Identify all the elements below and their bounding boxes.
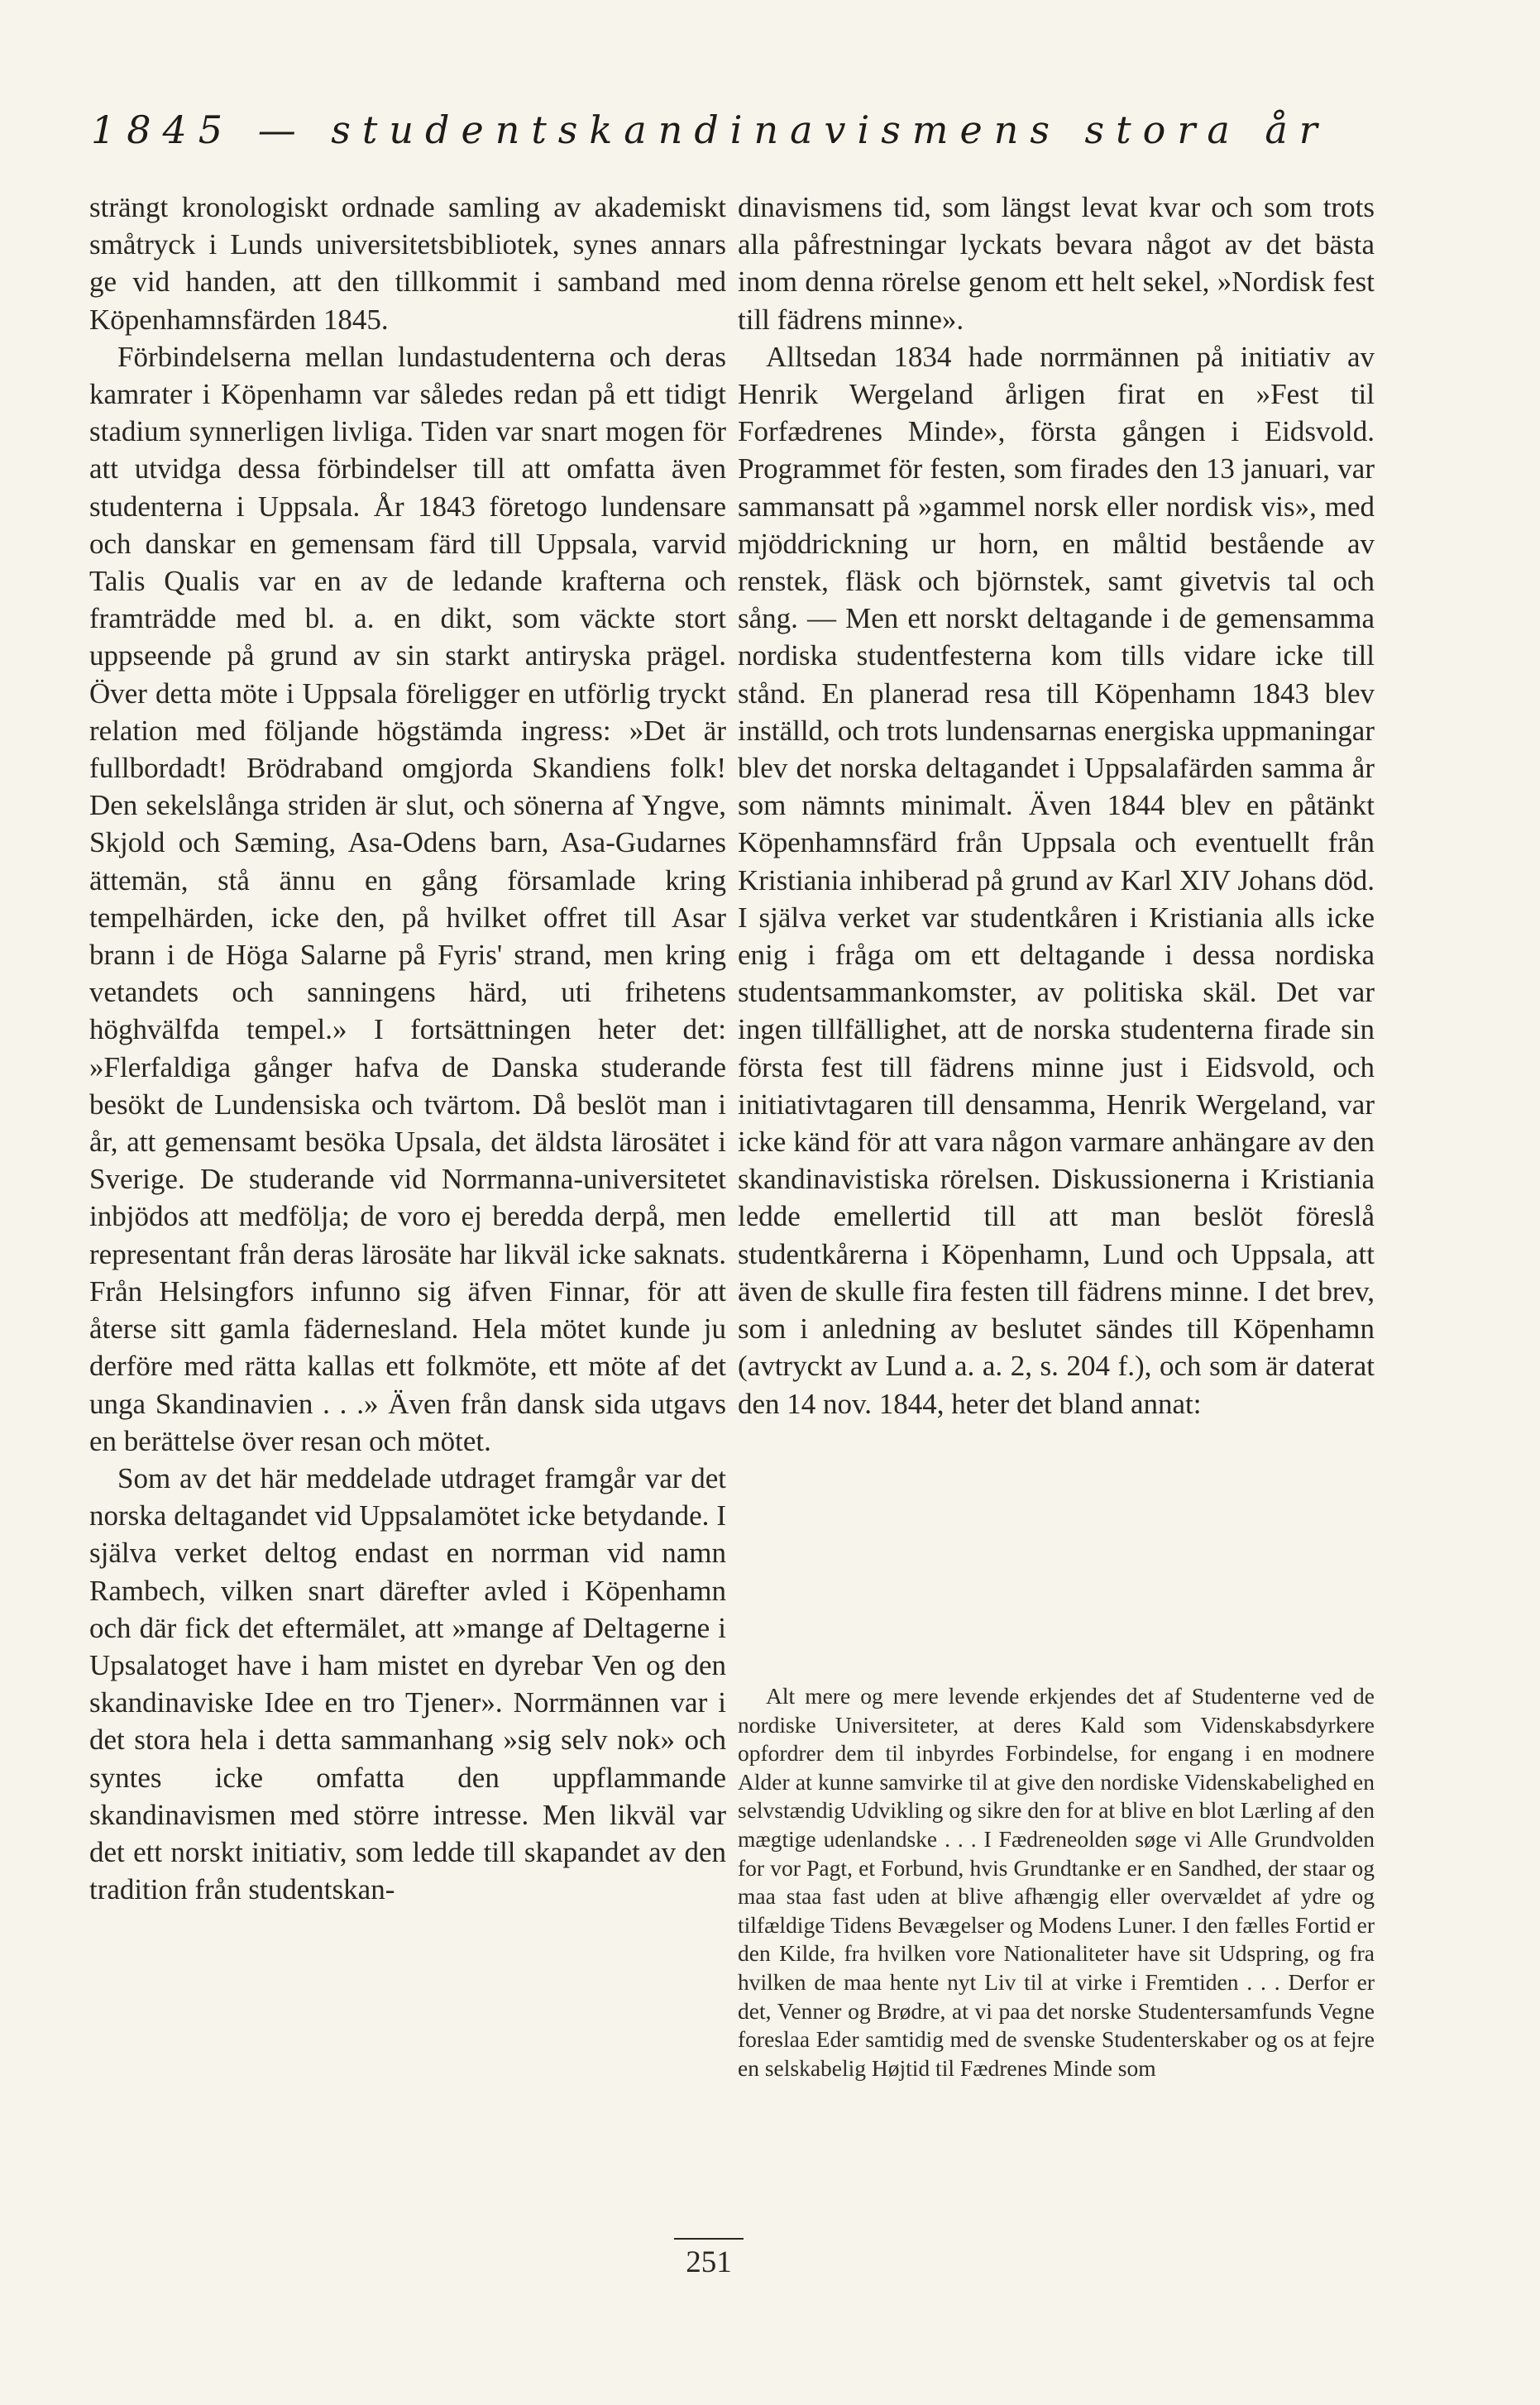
- page-number: 251: [686, 2245, 732, 2279]
- paragraph: Förbindelserna mellan lundastudenterna och deras kamrater i Köpenhamn var således redan på ett tidigt stadium synnerligen livliga. Tiden var snart mogen för att utvidga dessa förbindelser till att omfatta även studenterna i Uppsala. År 1843 företogo lundensare och danskar en gemensam färd till Uppsala, varvid Talis Qualis var en av de ledande krafterna och framträdde med bl. a. en dikt, som väckte stort uppseende på grund av sin starkt antiryska prägel. Över detta möte i Uppsala föreligger en utförlig tryckt relation med följande högstämda ingress: »Det är fullbordadt! Brödraband omgjorda Skandiens folk! Den sekelslånga striden är slut, och sönerna af Yngve, Skjold och Sæming, Asa-Odens barn, Asa-Gudarnes ättemän, stå ännu en gång församlade kring tempelhärden, icke den, på hvilket offret till Asar brann i de Höga Salarne på Fyris' strand, men kring vetandets och sanningens härd, uti frihetens höghvälfda tempel.» I fortsättningen heter det: »Flerfaldiga gånger hafva de Danska studerande besökt de Lundensiska och tvärtom. Då beslöt man i år, att gemensamt besöka Upsala, det äldsta lärosätet i Sverige. De studerande vid Norrmanna-universitetet inbjödos att medfölja; de voro ej beredda derpå, men representant från deras lärosäte har likväl icke saknats. Från Helsingfors infunno sig äfven Finnar, för att återse sitt gamla fädernesland. Hela mötet kunde ju derföre med rätta kallas ett folkmöte, ett möte af det unga Skandinavien . . .» Även från dansk sida utgavs en berättelse över resan och mötet.: [89, 340, 726, 1457]
- paragraph: dinavismens tid, som längst levat kvar och som trots alla påfrestningar lyckats bevara något av det bästa inom denna rörelse genom ett helt sekel, »Nordisk fest till fädrens minne».: [738, 191, 1375, 336]
- paragraph: Alltsedan 1834 hade norrmännen på initiativ av Henrik Wergeland årligen firat en »Fest til Forfædrenes Minde», första gången i Eidsvold. Programmet för festen, som firades den 13 januari, var sammansatt på »gammel norsk eller nordisk vis», med mjöddrickning ur horn, en måltid bestående av renstek, fläsk och björnstek, samt givetvis tal och sång. — Men ett norskt deltagande i de gemensamma nordiska studentfesterna kom tills vidare icke till stånd. En planerad resa till Köpenhamn 1843 blev inställd, och trots lundensarnas energiska uppmaningar blev det norska deltagandet i Uppsalafärden samma år som nämnts minimalt. Även 1844 blev en påtänkt Köpenhamnsfärd från Uppsala och eventuellt från Kristiania inhiberad på grund av Karl XIV Johans död. I själva verket var studentkåren i Kristiania alls icke enig i fråga om ett deltagande i dessa nordiska studentsammankomster, av politiska skäl. Det var ingen tillfällighet, att de norska studenterna firade sin första fest till fädrens minne just i Eidsvold, och initiativtagaren till densamma, Henrik Wergeland, var icke känd för att vara någon varmare anhängare av den skandinavistiska rörelsen. Diskussionerna i Kristiania ledde emellertid till att man beslöt föreslå studentkårerna i Köpenhamn, Lund och Uppsala, att även de skulle fira festen till fädrens minne. I det brev, som i anledning av beslutet sändes till Köpenhamn (avtryckt av Lund a. a. 2, s. 204 f.), och som är daterat den 14 nov. 1844, heter det bland annat:: [738, 340, 1375, 1420]
- running-header: 1845 — studentskandinavismens stora år: [91, 108, 1329, 152]
- paragraph: strängt kronologiskt ordnade samling av akademiskt småtryck i Lunds universitetsbibliotek, synes annars ge vid handen, att den tillkommit i samband med Köpenhamnsfärden 1845.: [89, 191, 726, 336]
- right-column: [738, 189, 1375, 1422]
- left-column: [89, 189, 726, 1908]
- footer-rule: [674, 2238, 744, 2240]
- paragraph: Som av det här meddelade utdraget framgår var det norska deltagandet vid Uppsalamötet icke betydande. I själva verket deltog endast en norrman vid namn Rambech, vilken snart därefter avled i Köpenhamn och där fick det eftermälet, att »mange af Deltagerne i Upsalatoget have i ham mistet en dyrebar Ven og den skandinaviske Idee en tro Tjener». Norrmännen var i det stora hela i detta sammanhang »sig selv nok» och syntes icke omfatta den uppflammande skandinavismen med större intresse. Men likväl var det ett norskt initiativ, som ledde till skapandet av den tradition från studentskan-: [89, 1461, 726, 1906]
- block-quote: Alt mere og mere levende erkjendes det af Studenterne ved de nordiske Universiteter, at deres Kald som Videnskabsdyrkere opfordrer dem til inbyrdes Forbindelse, for engang i en modnere Alder at kunne samvirke til at give den nordiske Videnskabelighed en selvstændig Udvikling og sikre den for at blive en blot Lærling af den mægtige udenlandske . . . I Fædreneolden søge vi Alle Grundvolden for vor Pagt, et Forbund, hvis Grundtanke er en Sandhed, der staar og maa staa fast uden at blive afhængig eller overvældet af ydre og tilfældige Tidens Bevægelser og Modens Luner. I den fælles Fortid er den Kilde, fra hvilken vore Nationaliteter have sit Udspring, og fra hvilken de maa hente nyt Liv til at virke i Fremtiden . . . Derfor er det, Venner og Brødre, at vi paa det norske Studentersamfunds Vegne foreslaa Eder samtidig med de svenske Studenterskaber og os at fejre en selskabelig Højtid til Fædrenes Minde som: [738, 1683, 1375, 2081]
